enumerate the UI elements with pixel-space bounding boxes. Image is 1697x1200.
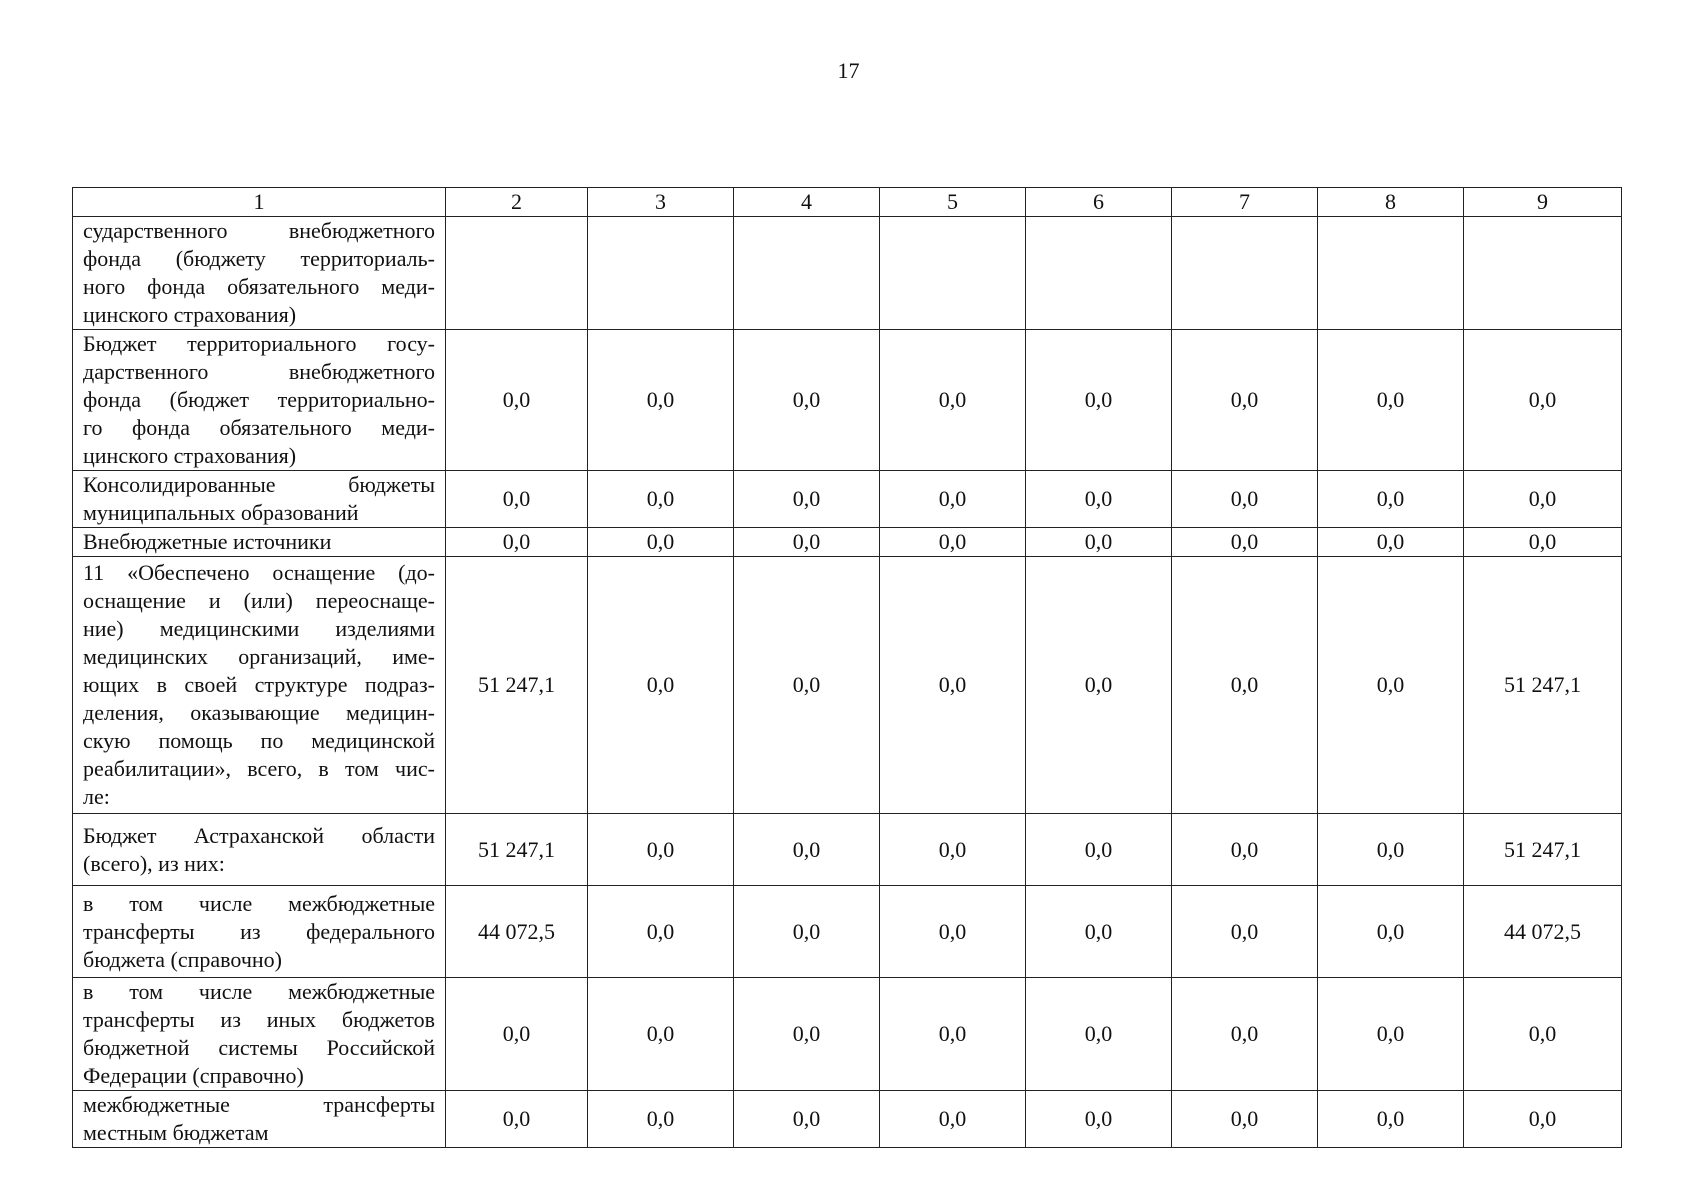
value-cell-col-3: 0,0 — [588, 1091, 734, 1148]
description-line: 11 «Обеспечено оснащение (до- — [83, 560, 435, 585]
value-cell-col-3 — [588, 217, 734, 330]
table-row — [73, 471, 1622, 528]
value-cell-col-5: 0,0 — [880, 330, 1026, 471]
row-description — [73, 814, 446, 886]
value-cell-col-4: 0,0 — [734, 886, 880, 978]
value-cell-col-6: 0,0 — [1026, 557, 1172, 814]
value-cell-col-9 — [1464, 217, 1622, 330]
description-line: ного фонда обязательного меди- — [83, 274, 435, 299]
description-line: цинского страхования) — [83, 443, 297, 468]
value-cell-col-3: 0,0 — [588, 528, 734, 557]
budget-table — [72, 187, 1622, 1148]
value-cell-col-6: 0,0 — [1026, 528, 1172, 557]
value-cell-col-9: 0,0 — [1464, 471, 1622, 528]
value-cell-col-3: 0,0 — [588, 557, 734, 814]
column-header-1: 1 — [73, 188, 446, 217]
page-number: 17 — [837, 58, 860, 83]
table-row — [73, 978, 1622, 1091]
value-cell-col-5: 0,0 — [880, 814, 1026, 886]
description-line: медицинских организаций, име- — [83, 644, 435, 669]
value-cell-col-5: 0,0 — [880, 557, 1026, 814]
description-line: оснащение и (или) переоснаще- — [83, 588, 435, 613]
value-cell-col-4: 0,0 — [734, 330, 880, 471]
value-cell-col-6: 0,0 — [1026, 814, 1172, 886]
value-cell-col-9: 0,0 — [1464, 978, 1622, 1091]
description-line: Бюджет Астраханской области — [83, 822, 435, 848]
value-cell-col-2: 51 247,1 — [446, 557, 588, 814]
value-cell-col-3: 0,0 — [588, 471, 734, 528]
description-line: межбюджетные трансферты — [83, 1092, 435, 1117]
value-cell-col-9: 44 072,5 — [1464, 886, 1622, 978]
description-line: Внебюджетные источники — [83, 529, 332, 554]
description-line: скую помощь по медицинской — [83, 728, 435, 753]
description-line: фонда (бюджету территориаль- — [83, 246, 435, 271]
header-row — [73, 188, 1622, 217]
value-cell-col-5 — [880, 217, 1026, 330]
value-cell-col-2: 0,0 — [446, 1091, 588, 1148]
value-cell-col-6: 0,0 — [1026, 886, 1172, 978]
column-header-7: 7 — [1172, 188, 1318, 217]
value-cell-col-6: 0,0 — [1026, 1091, 1172, 1148]
value-cell-col-5: 0,0 — [880, 528, 1026, 557]
value-cell-col-2: 0,0 — [446, 978, 588, 1091]
row-description — [73, 557, 446, 814]
value-cell-col-6: 0,0 — [1026, 330, 1172, 471]
value-cell-col-6: 0,0 — [1026, 471, 1172, 528]
value-cell-col-2: 0,0 — [446, 471, 588, 528]
description-line: сударственного внебюджетного — [83, 218, 435, 243]
value-cell-col-7: 0,0 — [1172, 330, 1318, 471]
value-cell-col-8 — [1318, 217, 1464, 330]
value-cell-col-4 — [734, 217, 880, 330]
value-cell-col-7: 0,0 — [1172, 471, 1318, 528]
row-description — [73, 978, 446, 1091]
value-cell-col-6 — [1026, 217, 1172, 330]
description-line: ющих в своей структуре подраз- — [83, 672, 435, 697]
value-cell-col-9: 0,0 — [1464, 528, 1622, 557]
row-description — [73, 330, 446, 471]
description-line: муниципальных образований — [83, 500, 359, 525]
value-cell-col-4: 0,0 — [734, 1091, 880, 1148]
row-description — [73, 217, 446, 330]
value-cell-col-4: 0,0 — [734, 471, 880, 528]
description-line: в том числе межбюджетные — [83, 979, 435, 1004]
description-line: в том числе межбюджетные — [83, 890, 435, 916]
row-description — [73, 1091, 446, 1148]
row-description — [73, 528, 446, 557]
description-line: дарственного внебюджетного — [83, 359, 435, 384]
value-cell-col-8: 0,0 — [1318, 471, 1464, 528]
value-cell-col-6: 0,0 — [1026, 978, 1172, 1091]
column-header-2: 2 — [446, 188, 588, 217]
value-cell-col-8: 0,0 — [1318, 1091, 1464, 1148]
description-line: бюджета (справочно) — [83, 946, 282, 972]
value-cell-col-8: 0,0 — [1318, 528, 1464, 557]
value-cell-col-8: 0,0 — [1318, 978, 1464, 1091]
value-cell-col-4: 0,0 — [734, 557, 880, 814]
value-cell-col-9: 0,0 — [1464, 1091, 1622, 1148]
description-line: цинского страхования) — [83, 302, 297, 327]
table-row — [73, 886, 1622, 978]
value-cell-col-4: 0,0 — [734, 528, 880, 557]
value-cell-col-7: 0,0 — [1172, 814, 1318, 886]
value-cell-col-4: 0,0 — [734, 814, 880, 886]
description-line: деления, оказывающие медицин- — [83, 700, 435, 725]
value-cell-col-9: 0,0 — [1464, 330, 1622, 471]
value-cell-col-5: 0,0 — [880, 886, 1026, 978]
description-line: ние) медицинскими изделиями — [83, 616, 435, 641]
value-cell-col-8: 0,0 — [1318, 557, 1464, 814]
value-cell-col-5: 0,0 — [880, 978, 1026, 1091]
value-cell-col-7: 0,0 — [1172, 528, 1318, 557]
table-row — [73, 1091, 1622, 1148]
description-line: (всего), из них: — [83, 850, 225, 876]
description-line: трансферты из иных бюджетов — [83, 1007, 435, 1032]
value-cell-col-9: 51 247,1 — [1464, 557, 1622, 814]
value-cell-col-8: 0,0 — [1318, 814, 1464, 886]
value-cell-col-2: 44 072,5 — [446, 886, 588, 978]
table-row — [73, 557, 1622, 814]
description-line: го фонда обязательного меди- — [83, 415, 435, 440]
description-line: Бюджет территориального госу- — [83, 331, 435, 356]
column-header-9: 9 — [1464, 188, 1622, 217]
table-row — [73, 814, 1622, 886]
description-line: фонда (бюджет территориально- — [83, 387, 435, 412]
description-line: Консолидированные бюджеты — [83, 472, 435, 497]
column-header-5: 5 — [880, 188, 1026, 217]
description-line: местным бюджетам — [83, 1120, 269, 1145]
value-cell-col-5: 0,0 — [880, 471, 1026, 528]
value-cell-col-3: 0,0 — [588, 978, 734, 1091]
value-cell-col-8: 0,0 — [1318, 330, 1464, 471]
value-cell-col-2: 0,0 — [446, 528, 588, 557]
value-cell-col-8: 0,0 — [1318, 886, 1464, 978]
value-cell-col-7 — [1172, 217, 1318, 330]
value-cell-col-2: 51 247,1 — [446, 814, 588, 886]
description-line: реабилитации», всего, в том чис- — [83, 756, 435, 781]
description-line: Федерации (справочно) — [83, 1063, 304, 1088]
value-cell-col-7: 0,0 — [1172, 978, 1318, 1091]
value-cell-col-9: 51 247,1 — [1464, 814, 1622, 886]
value-cell-col-4: 0,0 — [734, 978, 880, 1091]
table-row — [73, 330, 1622, 471]
value-cell-col-7: 0,0 — [1172, 886, 1318, 978]
column-header-4: 4 — [734, 188, 880, 217]
column-header-8: 8 — [1318, 188, 1464, 217]
value-cell-col-7: 0,0 — [1172, 557, 1318, 814]
value-cell-col-5: 0,0 — [880, 1091, 1026, 1148]
column-header-3: 3 — [588, 188, 734, 217]
description-line: ле: — [83, 784, 110, 809]
row-description — [73, 471, 446, 528]
description-line: бюджетной системы Российской — [83, 1035, 435, 1060]
row-description — [73, 886, 446, 978]
column-header-6: 6 — [1026, 188, 1172, 217]
value-cell-col-3: 0,0 — [588, 330, 734, 471]
value-cell-col-2 — [446, 217, 588, 330]
table-row — [73, 217, 1622, 330]
value-cell-col-7: 0,0 — [1172, 1091, 1318, 1148]
value-cell-col-3: 0,0 — [588, 814, 734, 886]
value-cell-col-3: 0,0 — [588, 886, 734, 978]
table-row — [73, 528, 1622, 557]
value-cell-col-2: 0,0 — [446, 330, 588, 471]
description-line: трансферты из федерального — [83, 918, 435, 944]
